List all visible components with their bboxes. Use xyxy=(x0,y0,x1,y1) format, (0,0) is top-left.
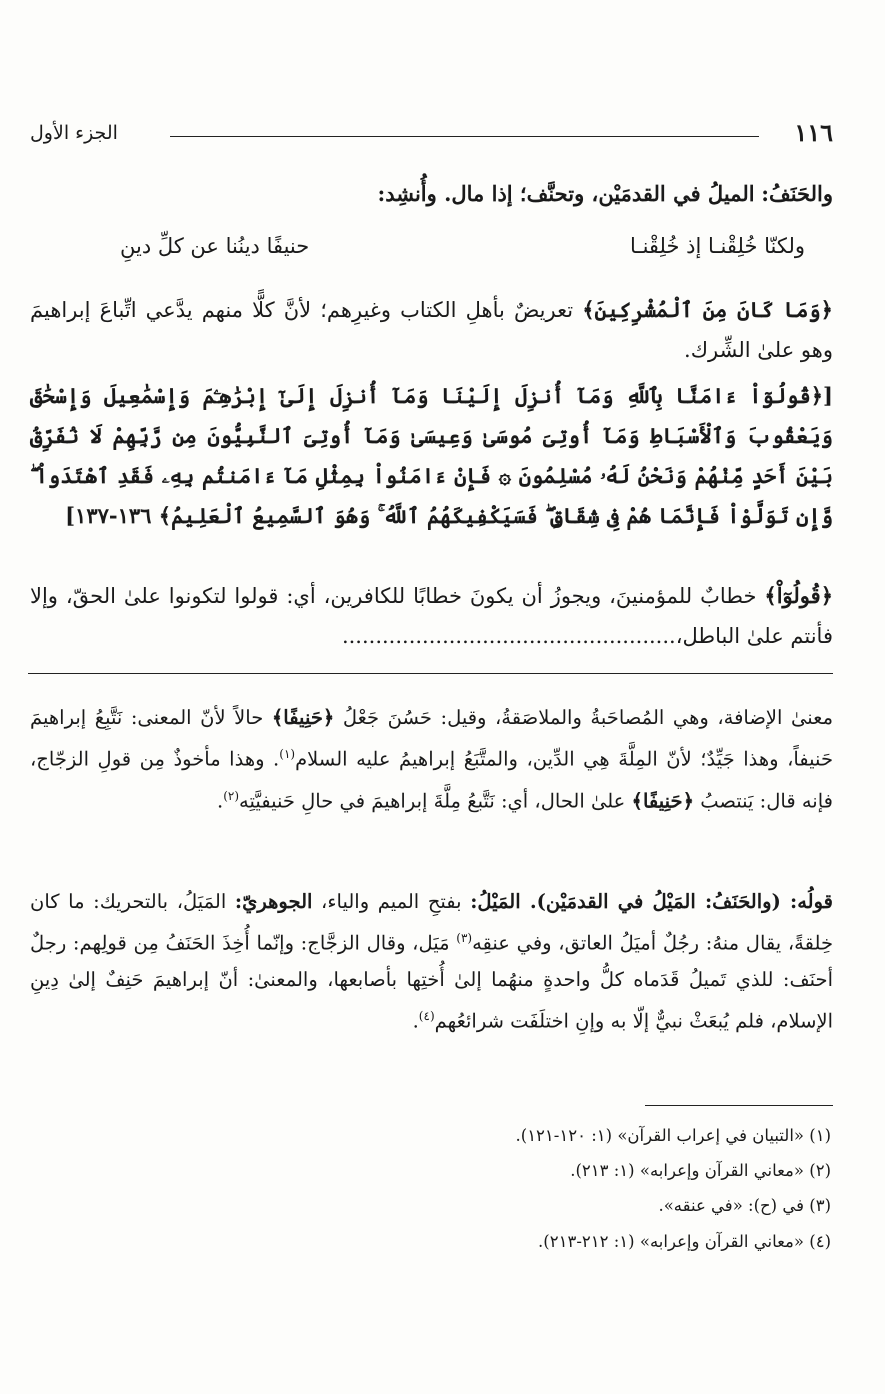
quran-quote: ﴿حَنِيفًا﴾ xyxy=(631,789,694,812)
page-header xyxy=(30,118,833,154)
text-commentary-separator xyxy=(28,673,833,674)
running-title: الجزء الأول xyxy=(30,122,118,144)
quran-verses-block: [﴿قُولُوٓاْ ءَامَنَّا بِٱللَّهِ وَمَآ أُنزِلَ إِلَيْنَا وَمَآ أُنزِلَ إِلَىٰٓ إِبْرَٰهِـۧمَ وَإِسْمَٰعِيلَ وَإِسْحَٰقَ وَيَعْقُوبَ وَٱلْأَسْبَاطِ وَمَآ أُوتِىَ مُوسَىٰ وَعِيسَىٰ وَمَآ أُوتِىَ ٱلنَّبِيُّونَ مِن رَّبِّهِمْ لَا نُفَرِّقُ بَيْنَ أَحَدٍ مِّنْهُمْ وَنَحْنُ لَهُۥ مُسْلِمُونَ ۞ فَإِنْ ءَامَنُواْ بِمِثْلِ مَآ ءَامَنتُم بِهِۦ فَقَدِ ٱهْتَدَواْ ۖ وَّإِن تَوَلَّوْاْ فَإِنَّمَا هُمْ فِى شِقَاقٍ ۖ فَسَيَكْفِيكَهُمُ ٱللَّهُ ۚ وَهُوَ ٱلسَّمِيعُ ٱلْعَلِيمُ﴾ ١٣٦-١٣٧] xyxy=(30,383,833,528)
footnote-ref[interactable]: (٣) xyxy=(456,931,473,945)
quran-quote: ﴿حَنِيفًا﴾ xyxy=(271,706,335,729)
commentary-text: حالاً لأنّ المعنى: نَتَّبِعُ إبراهيمَ حَنيفاً، وهذا جَيِّدٌ؛ لأنّ المِلَّةَ هِي الدِّين، والمتَّبَعُ إبراهيمُ عليه السلام xyxy=(30,706,833,771)
commentary-text: معنىٰ الإضافة، وهي المُصاحَبةُ والملاصَقةُ، وقيل: حَسُنَ جَعْلُ xyxy=(342,706,834,729)
commentary-paragraph-2 xyxy=(30,884,833,1039)
footnote: (٣) في (ح): «في عنقه». xyxy=(658,1196,831,1215)
paragraph-hanaf xyxy=(30,176,833,212)
footnote: (٤) «معاني القرآن وإعرابه» (١: ٢١٢-٢١٣). xyxy=(538,1232,831,1251)
quran-quote: ﴿وَمَا كَانَ مِنَ ٱلْمُشْرِكِينَ﴾ xyxy=(582,297,833,322)
commentary-text: . وهذا مأخوذٌ مِن قولِ الزجّاج، فإنه قال: يَنتصبُ xyxy=(30,747,833,812)
paragraph-mushrikin xyxy=(30,290,833,370)
commentary-text: علىٰ الحال، أي: نَتَّبعُ مِلَّةَ إبراهيمَ في حالِ حَنيفيَّتِه xyxy=(239,789,626,812)
paragraph-qulu xyxy=(30,576,833,656)
commentary-paragraph-1 xyxy=(30,700,833,819)
footnote: (٢) «معاني القرآن وإعرابه» (١: ٢١٣). xyxy=(570,1161,831,1180)
term-hanaf: والحَنَفُ: xyxy=(761,181,833,206)
term-definition: الميلُ في القدمَيْن، وتحنَّف؛ إذا مال. وأُنشِد: xyxy=(377,181,755,206)
verse-second-hemistich: حنيفًا دينُنا عن كلِّ دينِ xyxy=(120,234,310,258)
header-rule xyxy=(170,136,759,137)
poetry-verse xyxy=(120,234,805,274)
commentary-text: مَيَل، وقال الزجَّاج: وإنّما أُخِذَ الحَنَفُ مِن قولِهم: رجلٌ أحنَف: للذي تَميلُ قَدَماه كلُّ واحدةٍ منهُما إلىٰ أُختِها بأصابعها، والمعنىٰ: أنّ إبراهيمَ حَنِفٌ إلىٰ دِينِ الإسلام، فلم يُبعَثْ نبيٌّ إلّا به وإنِ اختلَفَت شرائعُهم xyxy=(30,931,833,1032)
paragraph-text: خطابٌ للمؤمنينَ، ويجوزُ أن يكونَ خطابًا للكافرين، أي: قولوا لتكونوا علىٰ الحقّ، وإلا فأنتم علىٰ الباطل،.................................................. xyxy=(30,584,833,648)
commentary-text: . xyxy=(217,789,224,812)
footnote-rule xyxy=(645,1105,833,1106)
commentary-text: المَيَلُ، بالتحريك: ما كان خِلقةً، يقال منهُ: رجُلٌ أميَلُ العاتق، وفي عنقِه xyxy=(30,890,833,955)
page-number: ١١٦ xyxy=(794,118,833,147)
paragraph-text: تعريضٌ بأهلِ الكتاب وغيرِهم؛ لأنَّ كلًّا منهم يدَّعي اتِّباعَ إبراهيمَ وهو علىٰ الشِّرك. xyxy=(30,298,833,362)
verse-first-hemistich: ولكنّا خُلِقْنـا إذ خُلِقْنـا xyxy=(630,234,805,258)
commentary-lemma: قولُه: (والحَنَفُ: المَيْلُ في القدمَيْن). المَيْلُ: xyxy=(470,890,833,913)
commentary-text: بفتحِ الميم والياء، xyxy=(321,890,462,913)
footnote-ref[interactable]: (١) xyxy=(279,747,296,761)
quran-quote: ﴿قُولُوٓاْ﴾ xyxy=(764,583,833,608)
footnote: (١) «التبيان في إعراب القرآن» (١: ١٢٠-١٢١). xyxy=(515,1126,831,1145)
footnote-ref[interactable]: (٢) xyxy=(223,788,240,803)
commentary-text: . xyxy=(412,1009,419,1032)
cited-author: الجوهريّ: xyxy=(234,890,313,913)
footnote-ref[interactable]: (٤) xyxy=(418,1008,435,1023)
